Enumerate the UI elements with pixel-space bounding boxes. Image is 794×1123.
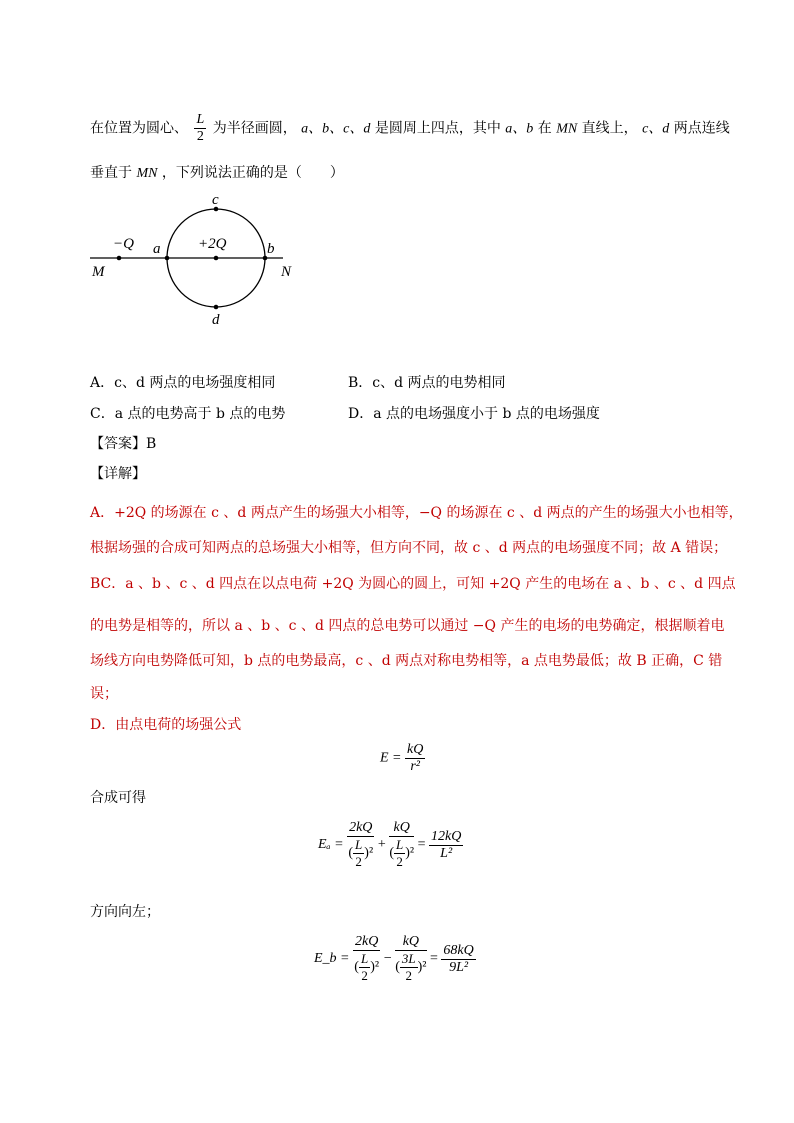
charge-circle-diagram [88,190,308,330]
option-b[interactable]: B．c、d 两点的电势相同 [348,375,506,391]
label-c: c [212,192,219,208]
detail-label: 【详解】 [90,466,146,482]
combine-label: 合成可得 [90,790,146,806]
formula-eb: E_b = 2kQ ( $\frac{L}{2}$ )² − kQ ( $\frac{3L}{2}$ )² = $\frac{68kQ}{\text{9L²}}$ [314,934,474,983]
explanation-line-5: 场线方向电势降低可知，b 点的电势最高，c 、d 两点对称电势相等，a 点电势最低；故 B 正确，C 错 [90,653,723,669]
option-d[interactable]: D．a 点的电场强度小于 b 点的电场强度 [348,406,600,422]
label-a: a [153,241,161,257]
label-pos-q: +2Q [198,236,227,252]
question-line-2: 垂直于 MN ，下列说法正确的是（ ） [90,165,344,181]
q-text: 在位置为圆心、 [90,120,188,137]
direction-label: 方向向左； [90,904,160,920]
label-m: M [92,264,105,280]
radius-fraction: $\frac{L}{2}$ [196,112,205,144]
formula-field: E = $\frac{kQ}{\text{r²}}$ [380,742,424,774]
explanation-line-4: 的电势是相等的，所以 a 、b 、c 、d 四点的总电势可以通过 −Q 产生的电场的电势确定，根据顺着电 [90,618,725,634]
answer-label: 【答案】B [90,436,157,452]
question-line-1: 在位置为圆心、 $\frac{L}{2}$ 为半径画圆， a、b、c、d 是圆周上四点，其中 a、b 在 MN 直线上， c、d 两点连线 [90,112,730,144]
point-d [214,305,219,310]
explanation-line-7: D．由点电荷的场强公式 [90,717,242,733]
neg-charge-point [117,256,122,261]
explanation-line-3: BC．a 、b 、c 、d 四点在以点电荷 +2Q 为圆心的圆上，可知 +2Q 产生的电场在 a 、b 、c 、d 四点 [90,576,736,592]
label-b: b [267,241,275,257]
label-n: N [281,264,292,280]
formula-ea: Eₐ = 2kQ ( $\frac{L}{2}$ )² + kQ ( $\frac{L}{2}$ )² = $\frac{12kQ}{\text{L²}}$ [318,820,462,869]
option-a[interactable]: A．c、d 两点的电场强度相同 [90,375,276,391]
option-c[interactable]: C．a 点的电势高于 b 点的电势 [90,406,286,422]
explanation-line-1: A．+2Q 的场源在 c 、d 两点产生的场强大小相等，−Q 的场源在 c 、d 两点的产生的场强大小也相等， [90,505,743,521]
label-d: d [212,312,220,328]
explanation-line-2: 根据场强的合成可知两点的总场强大小相等，但方向不同，故 c 、d 两点的电场强度不同；故 A 错误； [90,540,728,556]
label-neg-q: −Q [113,236,134,252]
point-a [165,256,170,261]
center-point [214,256,219,261]
explanation-line-6: 误； [90,686,118,702]
